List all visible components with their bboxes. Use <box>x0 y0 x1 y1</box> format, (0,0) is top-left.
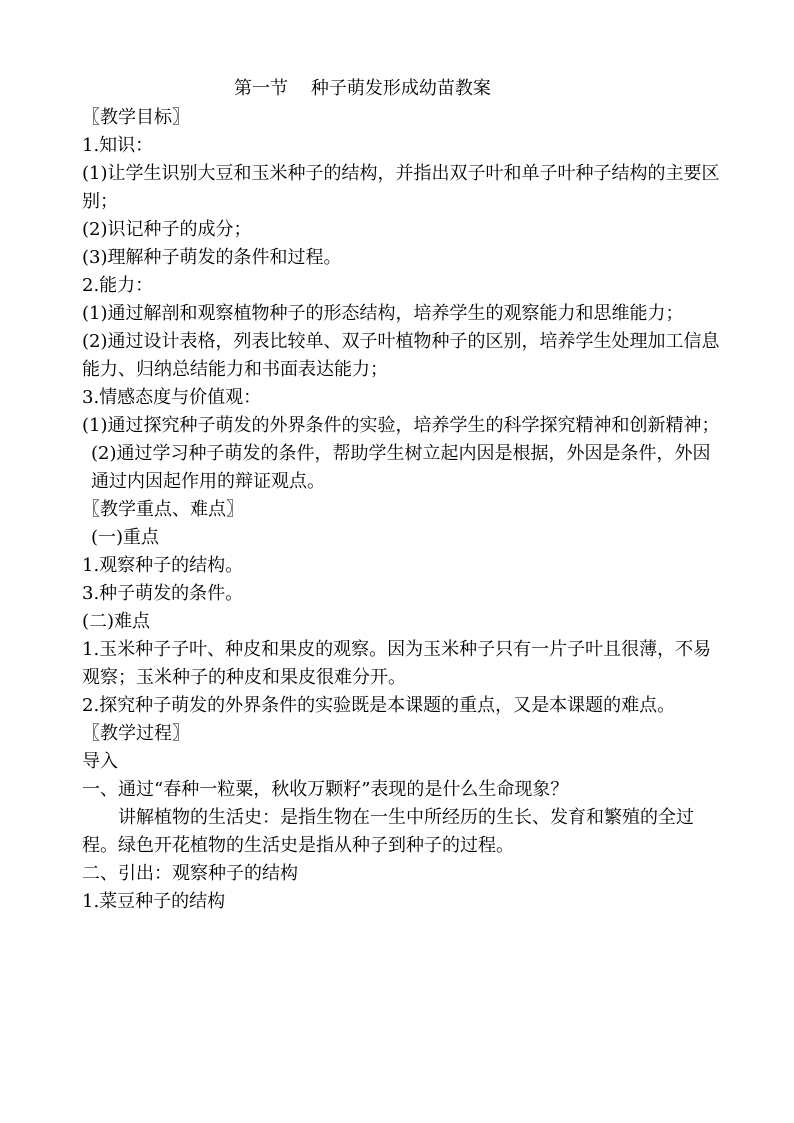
objective-ability-heading: 2.能力： <box>82 275 154 296</box>
objective-knowledge-item-3: (3)理解种子萌发的条件和过程。 <box>82 247 342 268</box>
key-point-item-1: 1.观察种子的结构。 <box>82 555 244 576</box>
objective-knowledge-item-1: (1)让学生识别大豆和玉米种子的结构，并指出双子叶和单子叶种子结构的主要区别； <box>82 163 720 212</box>
process-intro-label: 导入 <box>82 751 118 772</box>
objective-ability-item-2: (2)通过设计表格，列表比较单、双子叶植物种子的区别，培养学生处理加工信息能力、归纳总结能力和书面表达能力； <box>82 331 720 380</box>
difficulty-item-1: 1.玉米种子子叶、种皮和果皮的观察。因为玉米种子只有一片子叶且很薄，不易观察；玉米种子的种皮和果皮很难分开。 <box>82 639 712 688</box>
section-heading-process: 〖教学过程〗 <box>82 723 190 744</box>
section-heading-objectives: 〖教学目标〗 <box>82 107 190 128</box>
section-heading-key-points: 〖教学重点、难点〗 <box>82 499 244 520</box>
process-step-2: 二、引出：观察种子的结构 <box>82 863 298 884</box>
process-step-1-explanation <box>82 804 722 860</box>
objective-ability-item-1: (1)通过解剖和观察植物种子的形态结构，培养学生的观察能力和思维能力； <box>82 303 684 324</box>
objective-attitude-heading: 3.情感态度与价值观： <box>82 387 262 408</box>
process-step-2-subitem-1: 1.菜豆种子的结构 <box>82 891 226 912</box>
process-step-1: 一、通过“春种一粒粟，秋收万颗籽”表现的是什么生命现象？ <box>82 779 569 800</box>
objective-attitude-item-1: (1)通过探究种子萌发的外界条件的实验，培养学生的科学探究精神和创新精神； <box>82 415 720 436</box>
document-page <box>82 76 722 916</box>
objective-attitude-item-2: (2)通过学习种子萌发的条件，帮助学生树立起内因是根据，外因是条件，外因通过内因起作用的辩证观点。 <box>91 443 711 492</box>
key-point-item-2: 3.种子萌发的条件。 <box>82 583 244 604</box>
difficulty-item-2: 2.探究种子萌发的外界条件的实验既是本课题的重点，又是本课题的难点。 <box>82 695 676 716</box>
key-points-subheading: (一)重点 <box>91 527 160 548</box>
difficulties-subheading: (二)难点 <box>82 611 151 632</box>
document-title: 第一节 种子萌发形成幼苗教案 <box>234 78 491 99</box>
objective-knowledge-heading: 1.知识： <box>82 135 154 156</box>
process-step-1-explanation-text: 讲解植物的生活史：是指生物在一生中所经历的生长、发育和繁殖的全过程。绿色开花植物的生活史是指从种子到种子的过程。 <box>82 807 694 856</box>
objective-knowledge-item-2: (2)识记种子的成分； <box>82 219 252 240</box>
